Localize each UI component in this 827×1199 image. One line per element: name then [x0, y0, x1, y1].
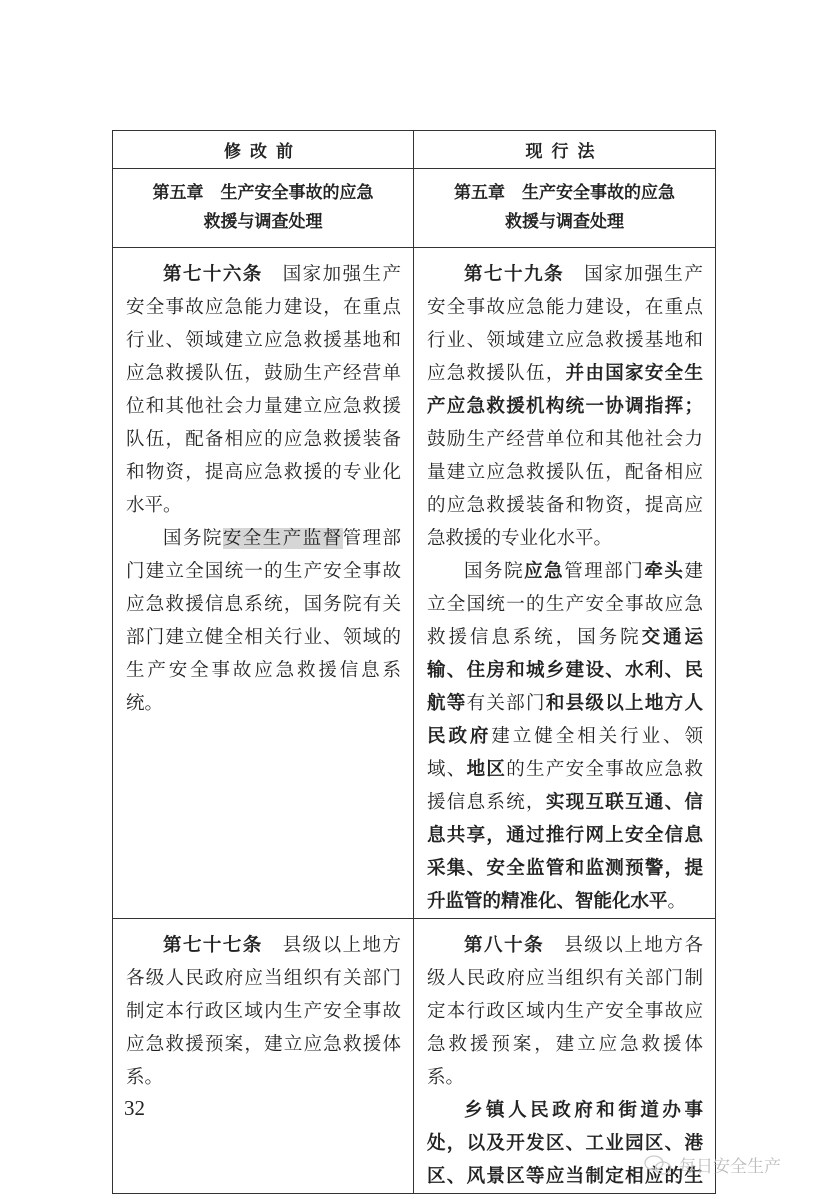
text: 管理部门 [564, 561, 645, 582]
text-line [126, 390, 401, 423]
text-line [126, 291, 401, 324]
text-line [427, 819, 703, 852]
chapter-title-current [414, 169, 716, 248]
text-line [126, 489, 401, 522]
text-line [126, 588, 401, 621]
chapter-line: 救援与调查处理 [505, 212, 624, 232]
text: 定本行政区域内生产安全事故应 [427, 1001, 703, 1022]
text-line [427, 1094, 703, 1127]
bold-text: 产应急救援机构统一协调指挥； [427, 396, 703, 417]
bold-text: 处，以及开发区、工业园区、港 [427, 1133, 703, 1154]
text: 国家加强生产 [262, 264, 401, 285]
text-line [427, 852, 703, 885]
text-line [126, 995, 401, 1028]
bold-text: 第七十六条 [163, 264, 263, 285]
bold-text: 和县级以上地方人 [545, 693, 703, 714]
text: 部门建立健全相关行业、领域的 [126, 627, 401, 648]
page-number: 32 [124, 1096, 145, 1120]
text: 系。 [126, 1067, 164, 1088]
bold-text: 升监管的精准化、智能化水平 [427, 891, 668, 912]
text-line [427, 929, 703, 962]
text-line [126, 456, 401, 489]
paragraph [126, 522, 401, 720]
text-line [427, 621, 703, 654]
text: 安全事故应急能力建设，在重点 [126, 297, 401, 318]
wechat-icon [643, 1154, 673, 1176]
watermark [643, 1152, 781, 1177]
text-line [126, 555, 401, 588]
text-line [427, 687, 703, 720]
text: 位和其他社会力量建立应急救援 [126, 396, 401, 417]
text-line [427, 258, 703, 291]
text-line [427, 456, 703, 489]
text: 应急救援队伍， [427, 363, 566, 384]
paragraph [427, 1094, 703, 1193]
bold-text: 应急 [524, 561, 565, 582]
text: 国家加强生产 [564, 264, 703, 285]
bold-text: 第七十九条 [464, 264, 565, 285]
text: 门建立全国统一的生产安全事故 [126, 561, 401, 582]
bold-text: 牵头 [644, 561, 685, 582]
text-line [427, 1061, 703, 1094]
bold-text: 并由国家安全生 [565, 363, 703, 384]
text-line [126, 929, 401, 962]
text-line [126, 654, 401, 687]
text: 各级人民政府应当组织有关部门 [126, 968, 401, 989]
text: 行业、领域建立应急救援基地和 [427, 330, 703, 351]
bold-text: 区、风景区等应当制定相应的生 [427, 1166, 703, 1187]
bold-text: 乡镇人民政府和街道办事 [464, 1100, 703, 1121]
text-line [427, 489, 703, 522]
text: 制定本行政区域内生产安全事故 [126, 1001, 401, 1022]
text: 域、 [427, 759, 467, 780]
text: 统。 [126, 693, 164, 714]
chapter-line: 救援与调查处理 [203, 212, 323, 232]
bold-text: 实现互联互通、信 [545, 792, 703, 813]
text: 水平。 [126, 495, 182, 516]
text: 生产安全事故应急救援信息系 [126, 660, 401, 681]
chapter-line: 第五章 生产安全事故的应急 [454, 183, 675, 203]
text: 鼓励生产经营单位和其他社会力 [427, 429, 703, 450]
chapter-line: 第五章 生产安全事故的应急 [152, 183, 374, 203]
text-line [126, 522, 401, 555]
text: 急救援的专业化水平。 [427, 528, 613, 549]
text: 国务院 [464, 561, 525, 582]
bold-text: 采集、安全监管和监测预警，提 [427, 858, 703, 879]
text-line [427, 588, 703, 621]
text: 管理部 [342, 528, 401, 549]
text: 立全国统一的生产安全事故应急 [427, 594, 703, 615]
text: 建 [684, 561, 703, 582]
article-before [113, 919, 414, 1194]
text: 和物资，提高应急救援的专业化 [126, 462, 401, 483]
text-line [427, 885, 703, 918]
text: 援信息系统， [427, 792, 546, 813]
text-line [126, 1028, 401, 1061]
bold-text: 交通运 [641, 627, 703, 648]
text-line [427, 753, 703, 786]
text: 国务院 [163, 528, 223, 549]
text: 县级以上地方各 [544, 935, 703, 956]
text: 的生产安全事故应急救 [506, 759, 703, 780]
article-current [414, 248, 716, 919]
text-line [427, 654, 703, 687]
text: 的应急救援装备和物资，提高应 [427, 495, 703, 516]
text: 量建立应急救援队伍，配备相应 [427, 462, 703, 483]
paragraph [126, 258, 401, 522]
bold-text: 输、住房和城乡建设、水利、民 [427, 660, 703, 681]
bold-text: 息共享，通过推行网上安全信息 [427, 825, 703, 846]
text-line [126, 423, 401, 456]
text-line [126, 962, 401, 995]
bold-text: 航等 [427, 693, 467, 714]
chapter-title-before [113, 169, 414, 248]
bold-text: 民政府 [427, 726, 492, 747]
text-line [427, 962, 703, 995]
text-line [126, 258, 401, 291]
text-line [427, 390, 703, 423]
text: 急救援预案，建立应急救援体 [427, 1034, 703, 1055]
comparison-table [112, 130, 716, 1194]
text-line [427, 357, 703, 390]
text: 级人民政府应当组织有关部门制 [427, 968, 703, 989]
text-line [427, 324, 703, 357]
text: 行业、领域建立应急救援基地和 [126, 330, 401, 351]
text: 。 [667, 891, 687, 912]
text-line [126, 1061, 401, 1094]
text-line [427, 720, 703, 753]
text-line [427, 291, 703, 324]
text: 系。 [427, 1067, 465, 1088]
text: 救援信息系统，国务院 [427, 627, 642, 648]
text-line [126, 324, 401, 357]
text: 建立健全相关行业、领 [491, 726, 703, 747]
text-line [427, 786, 703, 819]
text-line [126, 687, 401, 720]
column-header-current: 现行法 [414, 131, 716, 169]
text: 队伍，配备相应的应急救援装备 [126, 429, 401, 450]
bold-text: 第七十七条 [163, 935, 263, 956]
text: 安全事故应急能力建设，在重点 [427, 297, 703, 318]
article-before [113, 248, 414, 919]
watermark-text: 每日安全生产 [679, 1157, 781, 1177]
text: 应急救援队伍，鼓励生产经营单 [126, 363, 401, 384]
paragraph [427, 555, 703, 918]
text-line [427, 555, 703, 588]
column-header-before: 修改前 [113, 131, 414, 169]
text-line [126, 357, 401, 390]
text: 应急救援信息系统，国务院有关 [126, 594, 401, 615]
paragraph [126, 929, 401, 1094]
bold-text: 第八十条 [464, 935, 545, 956]
text: 县级以上地方 [262, 935, 401, 956]
text-line [126, 621, 401, 654]
paragraph [427, 258, 703, 555]
text-line [427, 1028, 703, 1061]
highlighted-text: 安全生产监督 [222, 528, 343, 549]
text: 有关部门 [466, 693, 546, 714]
text-line [427, 423, 703, 456]
text-line [427, 995, 703, 1028]
text: 应急救援预案，建立应急救援体 [126, 1034, 401, 1055]
paragraph [427, 929, 703, 1094]
text-line [427, 522, 703, 555]
bold-text: 地区 [466, 759, 507, 780]
